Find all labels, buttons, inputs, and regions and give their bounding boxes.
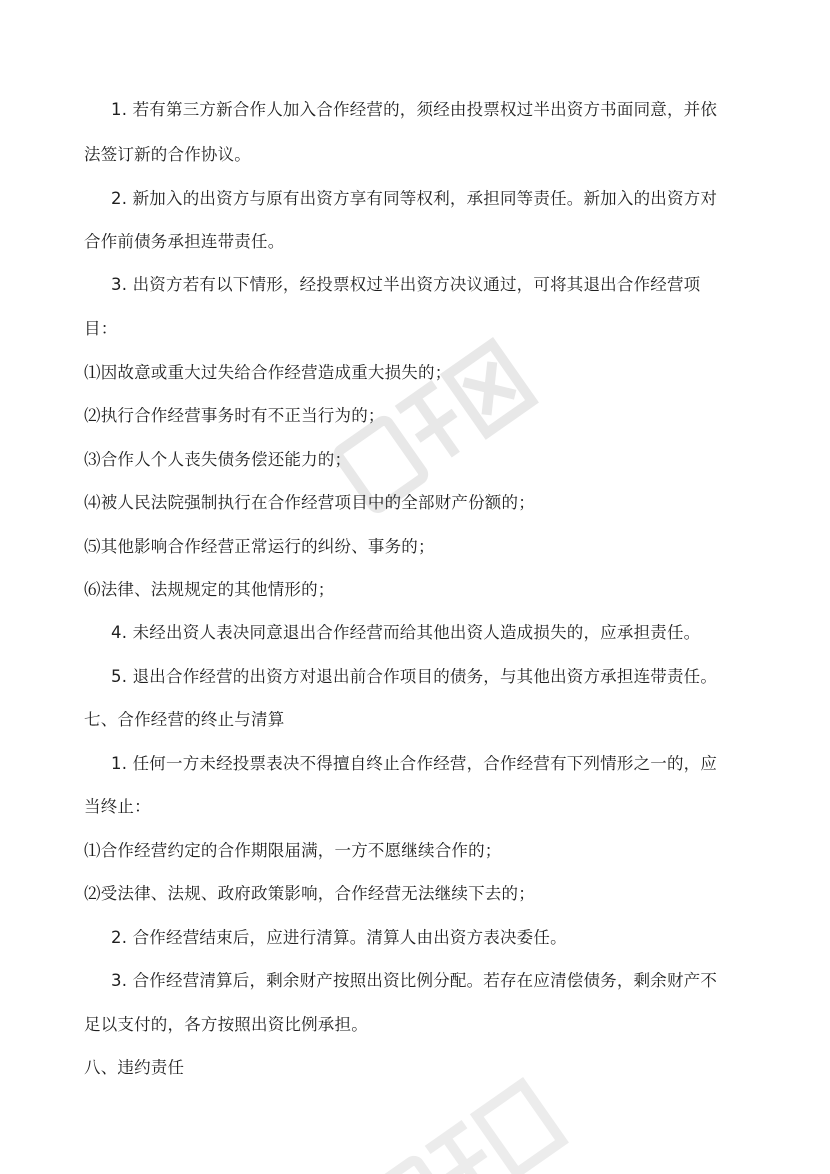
list-item: ⑹法律、法规规定的其他情形的； xyxy=(84,580,335,599)
list-item: ⑴因故意或重大过失给合作经营造成重大损失的； xyxy=(84,363,452,382)
clause-7-1-line-2: 当终止： xyxy=(84,797,151,816)
list-item: ⑸其他影响合作经营正常运行的纠纷、事务的； xyxy=(84,537,435,556)
clause-6-3-line-1: 3. 出资方若有以下情形，经投票权过半出资方决议通过，可将其退出合作经营项 xyxy=(111,275,701,294)
list-item: ⑵执行合作经营事务时有不正当行为的； xyxy=(84,406,385,425)
list-item: ⑷被人民法院强制执行在合作经营项目中的全部财产份额的； xyxy=(84,493,535,512)
clause-6-4: 4. 未经出资人表决同意退出合作经营而给其他出资人造成损失的，应承担责任。 xyxy=(111,623,701,642)
list-item: ⑴合作经营约定的合作期限届满，一方不愿继续合作的； xyxy=(84,841,502,860)
clause-7-2: 2. 合作经营结束后，应进行清算。清算人由出资方表决委任。 xyxy=(111,928,567,947)
clause-6-1-line-2: 法签订新的合作协议。 xyxy=(84,145,251,164)
clause-7-3-line-1: 3. 合作经营清算后，剩余财产按照出资比例分配。若存在应清偿债务，剩余财产不 xyxy=(111,971,718,990)
clause-6-2-line-1: 2. 新加入的出资方与原有出资方享有同等权利，承担同等责任。新加入的出资方对 xyxy=(111,189,718,208)
clause-6-5: 5. 退出合作经营的出资方对退出前合作项目的债务，与其他出资方承担连带责任。 xyxy=(111,667,718,686)
clause-6-1-line-1: 1. 若有第三方新合作人加入合作经营的，须经由投票权过半出资方书面同意，并依 xyxy=(111,100,718,119)
clause-7-1-line-1: 1. 任何一方未经投票表决不得擅自终止合作经营，合作经营有下列情形之一的，应 xyxy=(111,754,718,773)
section-heading-7: 七、合作经营的终止与清算 xyxy=(84,710,285,729)
list-item: ⑵受法律、法规、政府政策影响，合作经营无法继续下去的； xyxy=(84,884,535,903)
clause-6-2-line-2: 合作前债务承担连带责任。 xyxy=(84,232,285,251)
section-heading-8: 八、违约责任 xyxy=(84,1058,185,1077)
clause-7-3-line-2: 足以支付的，各方按照出资比例承担。 xyxy=(84,1015,368,1034)
clause-6-3-line-2: 目： xyxy=(84,319,118,338)
list-item: ⑶合作人个人丧失债务偿还能力的； xyxy=(84,450,352,469)
